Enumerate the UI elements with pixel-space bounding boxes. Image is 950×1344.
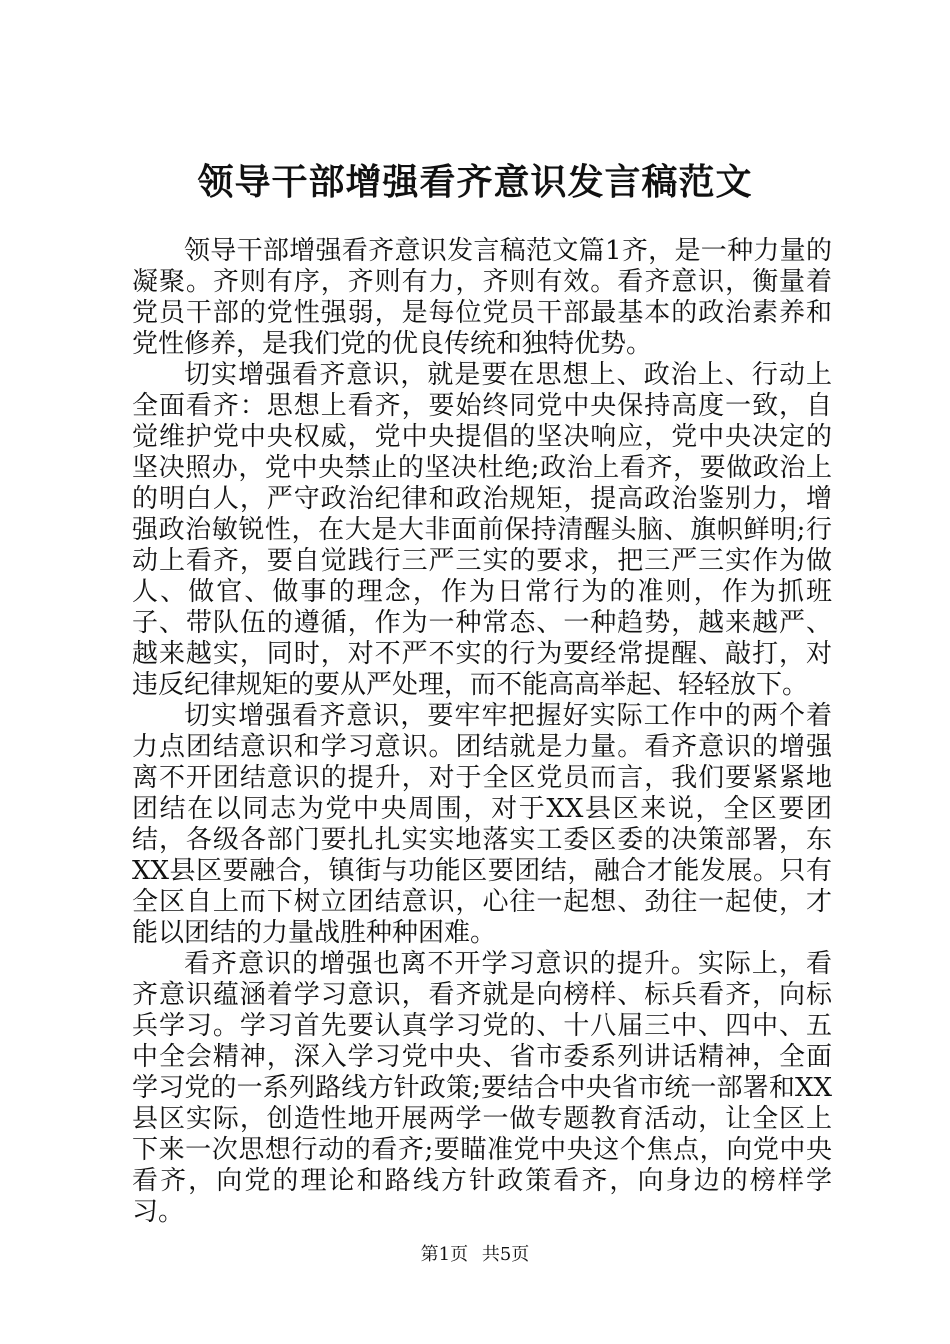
paragraph-4: 看齐意识的增强也离不开学习意识的提升。实际上，看齐意识蕴涵着学习意识，看齐就是向榜样、标兵看齐，向标兵学习。学习首先要认真学习党的、十八届三中、四中、五中全会精神，深入学习党中央、省市委系列讲话精神，全面学习党的一系列路线方针政策;要结合中央省市统一部署和XX县区实际，创造性地开展两学一做专题教育活动，让全区上下来一次思想行动的看齐;要瞄准党中央这个焦点，向党中央看齐，向党的理论和路线方针政策看齐，向身边的榜样学习。: [132, 949, 832, 1227]
document-title: 领导干部增强看齐意识发言稿范文: [197, 162, 753, 203]
paragraph-3: 切实增强看齐意识，要牢牢把握好实际工作中的两个着力点团结意识和学习意识。团结就是力量。看齐意识的增强离不开团结意识的提升，对于全区党员而言，我们要紧紧地团结在以同志为党中央周围，对于XX县区来说，全区要团结，各级各部门要扎扎实实地落实工委区委的决策部署，东XX县区要融合，镇街与功能区要团结，融合才能发展。只有全区自上而下树立团结意识，心往一起想、劲往一起使，才能以团结的力量战胜种种困难。: [132, 701, 832, 948]
page-footer: [0, 1243, 950, 1267]
page-number-total: 共5页: [481, 1244, 530, 1265]
page-number-current: 第1页: [420, 1244, 469, 1265]
paragraph-1: 领导干部增强看齐意识发言稿范文篇1齐，是一种力量的凝聚。齐则有序，齐则有力，齐则有效。看齐意识，衡量着党员干部的党性强弱，是每位党员干部最基本的政治素养和党性修养，是我们党的优良传统和独特优势。: [132, 236, 832, 359]
paragraph-2: 切实增强看齐意识，就是要在思想上、政治上、行动上全面看齐：思想上看齐，要始终同党中央保持高度一致，自觉维护党中央权威，党中央提倡的坚决响应，党中央决定的坚决照办，党中央禁止的坚决杜绝;政治上看齐，要做政治上的明白人，严守政治纪律和政治规矩，提高政治鉴别力，增强政治敏锐性，在大是大非面前保持清醒头脑、旗帜鲜明;行动上看齐，要自觉践行三严三实的要求，把三严三实作为做人、做官、做事的理念，作为日常行为的准则，作为抓班子、带队伍的遵循，作为一种常态、一种趋势，越来越严、越来越实，同时，对不严不实的行为要经常提醒、敲打，对违反纪律规矩的要从严处理，而不能高高举起、轻轻放下。: [132, 360, 832, 700]
document-body: [132, 236, 832, 1228]
